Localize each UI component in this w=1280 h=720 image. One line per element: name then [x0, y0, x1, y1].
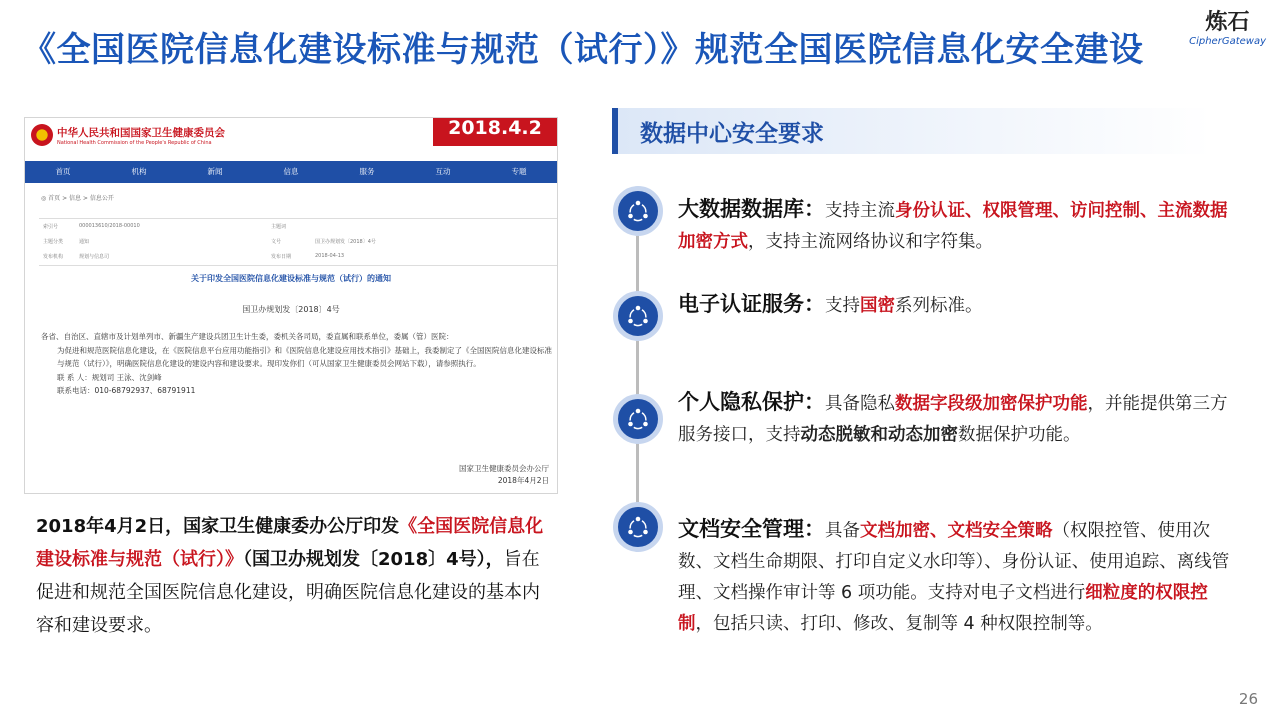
section-header-title: 数据中心安全要求 [640, 121, 824, 147]
requirement-item: 个人隐私保护：具备隐私数据字段级加密保护功能，并能提供第三方服务接口，支持动态脱敏和动态加密数据保护功能。 [678, 390, 1228, 445]
doc-notice-title: 关于印发全国医院信息化建设标准与规范（试行）的通知 [191, 274, 391, 283]
brand-logo [1189, 10, 1266, 47]
meta-label: 索引号 [43, 224, 59, 230]
doc-paragraph: 为促进和规范医院信息化建设，在《医院信息平台应用功能指引》和《医院信息化建设应用技术指引》基础上，我委制定了《全国医院信息化建设标准与规范（试行）》，明确医院信息化建设的建设内容和建设要求。现印发你们（可从国家卫生健康委员会网站下载），请参照执行。 [57, 345, 552, 368]
requirement-item: 文档安全管理：具备文档加密、文档安全策略（权限控管、使用次数、文档生命期限、打印自定义水印等）、身份认证、使用追踪、离线管理、文档操作审计等 6 项功能。支持对电子文档进行细粒度的权限控制，包括只读、打印、修改、复制等 4 种权限控制等。 [678, 517, 1230, 634]
share-icon [613, 394, 663, 444]
requirement-bold: 动态脱敏和动态加密 [800, 425, 958, 445]
document-screenshot [24, 117, 558, 494]
doc-nav-item: 首页 [55, 167, 71, 176]
timeline-line [636, 216, 639, 526]
doc-sign-date: 2018年4月2日 [497, 476, 549, 485]
meta-value: 000013610/2018-00010 [79, 223, 140, 229]
logo-cn: 炼石 [1205, 10, 1250, 35]
requirement-key: 电子认证服务： [678, 292, 825, 316]
doc-sign-org: 国家卫生健康委员会办公厅 [459, 464, 549, 473]
requirement-highlight: 国密 [860, 296, 895, 316]
requirement-highlight: 细粒度的权限控制 [678, 583, 1208, 634]
meta-label: 主题词 [271, 224, 287, 230]
doc-header-cn: 中华人民共和国国家卫生健康委员会 [57, 126, 225, 139]
doc-nav-item: 服务 [359, 167, 375, 176]
requirement-highlight: 数据字段级加密保护功能 [895, 394, 1088, 414]
doc-nav-item: 专题 [511, 167, 527, 176]
summary-highlight: 《全国医院信息化建设标准与规范（试行）》 [36, 516, 544, 570]
meta-value: 规划与信息司 [79, 254, 110, 260]
meta-label: 发布日期 [271, 254, 292, 260]
meta-value: 国卫办规划发〔2018〕4号 [315, 239, 376, 245]
doc-header [31, 124, 225, 146]
date-badge: 2018.4.2 [433, 117, 557, 146]
doc-phone: 联系电话：010-68792937、68791911 [57, 386, 196, 395]
requirement-item: 大数据数据库：支持主流身份认证、权限管理、访问控制、主流数据加密方式，支持主流网络协议和字符集。 [678, 197, 1228, 252]
logo-en: CipherGateway [1189, 36, 1266, 47]
doc-signature [459, 463, 549, 487]
requirement-highlight: 文档加密、文档安全策略 [860, 521, 1053, 541]
doc-body [41, 330, 555, 398]
summary-paragraph: 2018年4月2日，国家卫生健康委办公厅印发《全国医院信息化建设标准与规范（试行）》（国卫办规划发〔2018〕4号），旨在促进和规范全国医院信息化建设，明确医院信息化建设的基本内容和建设要求。 [36, 516, 544, 636]
doc-nav-item: 机构 [131, 167, 147, 176]
meta-label: 主题分类 [43, 239, 64, 245]
share-icon [613, 291, 663, 341]
doc-breadcrumb: ◎ 首页 > 信息 > 信息公开 [41, 195, 114, 202]
requirement-highlight: 身份认证、权限管理、访问控制、主流数据加密方式 [678, 201, 1228, 252]
section-header [612, 108, 1212, 154]
requirement-key: 文档安全管理： [678, 517, 825, 541]
requirement-item: 电子认证服务：支持国密系列标准。 [678, 292, 983, 316]
meta-value: 2018-04-13 [315, 253, 345, 259]
doc-contact: 联 系 人：规划司 王泳、沈剑峰 [57, 372, 162, 382]
location-icon: ◎ [41, 195, 49, 202]
doc-nav-bar [25, 161, 557, 183]
page-number: 26 [1238, 690, 1258, 708]
meta-value: 通知 [79, 239, 90, 245]
doc-nav-item: 新闻 [207, 167, 223, 176]
doc-header-en: National Health Commission of the People's Republic of China [57, 139, 212, 146]
share-icon [613, 186, 663, 236]
doc-nav-item: 信息 [283, 167, 299, 176]
doc-paragraph: 各省、自治区、直辖市及计划单列市、新疆生产建设兵团卫生计生委，委机关各司局，委直属和联系单位，委属（管）医院： [41, 332, 454, 341]
meta-label: 文号 [271, 239, 282, 245]
doc-nav-item: 互动 [435, 167, 451, 176]
national-emblem-icon [31, 124, 53, 146]
requirement-key: 个人隐私保护： [678, 390, 825, 414]
doc-meta-table [39, 218, 557, 266]
slide-title: 《全国医院信息化建设标准与规范（试行）》规范全国医院信息化安全建设 [22, 30, 1144, 70]
doc-number: 国卫办规划发〔2018〕4号 [242, 305, 340, 314]
meta-label: 发布机构 [43, 254, 64, 260]
requirement-key: 大数据数据库： [678, 197, 825, 221]
share-icon [613, 502, 663, 552]
